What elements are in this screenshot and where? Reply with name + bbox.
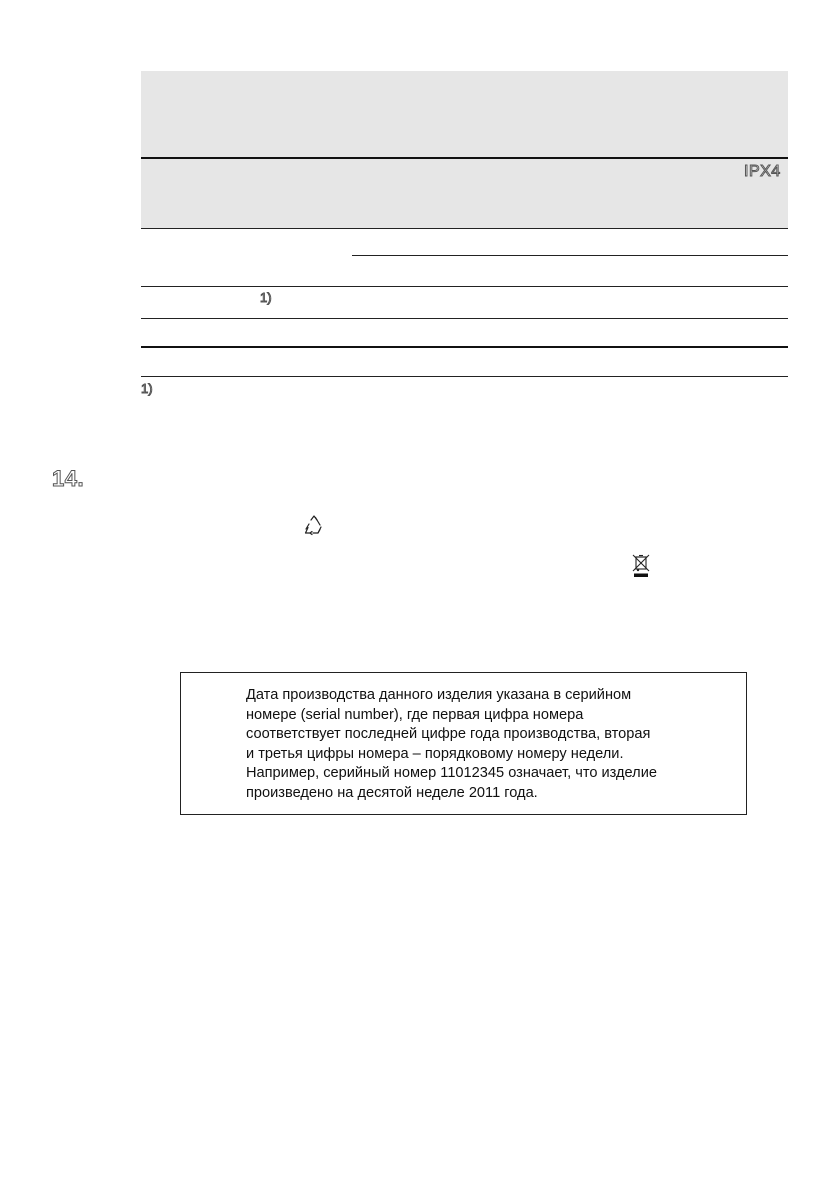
crossed-out-wheelie-bin-icon [630,554,652,578]
table-divider [141,228,788,229]
table-divider [141,286,788,287]
row-footnote-marker: 1) [260,290,272,305]
production-date-note [180,672,747,815]
ip-rating-label: IPX4 [744,163,781,180]
table-bottom-rule [141,376,788,377]
recycle-icon [302,514,326,538]
table-sub-divider [352,255,788,256]
table-header-band [141,71,788,158]
table-divider [141,318,788,319]
note-text: Дата производства данного изделия указана в серийном номере (serial number), где первая цифра номера соответствует последней цифре года производства, вторая и третья цифры номера – порядковому номеру недели. Например, серийный номер 11012345 означает, что изделие произведено на десятой неделе 2011 года. [246,687,657,801]
section-number: 14. [52,466,85,491]
table-row-band [141,159,788,228]
footnote-marker: 1) [141,381,153,396]
table-divider [141,346,788,348]
